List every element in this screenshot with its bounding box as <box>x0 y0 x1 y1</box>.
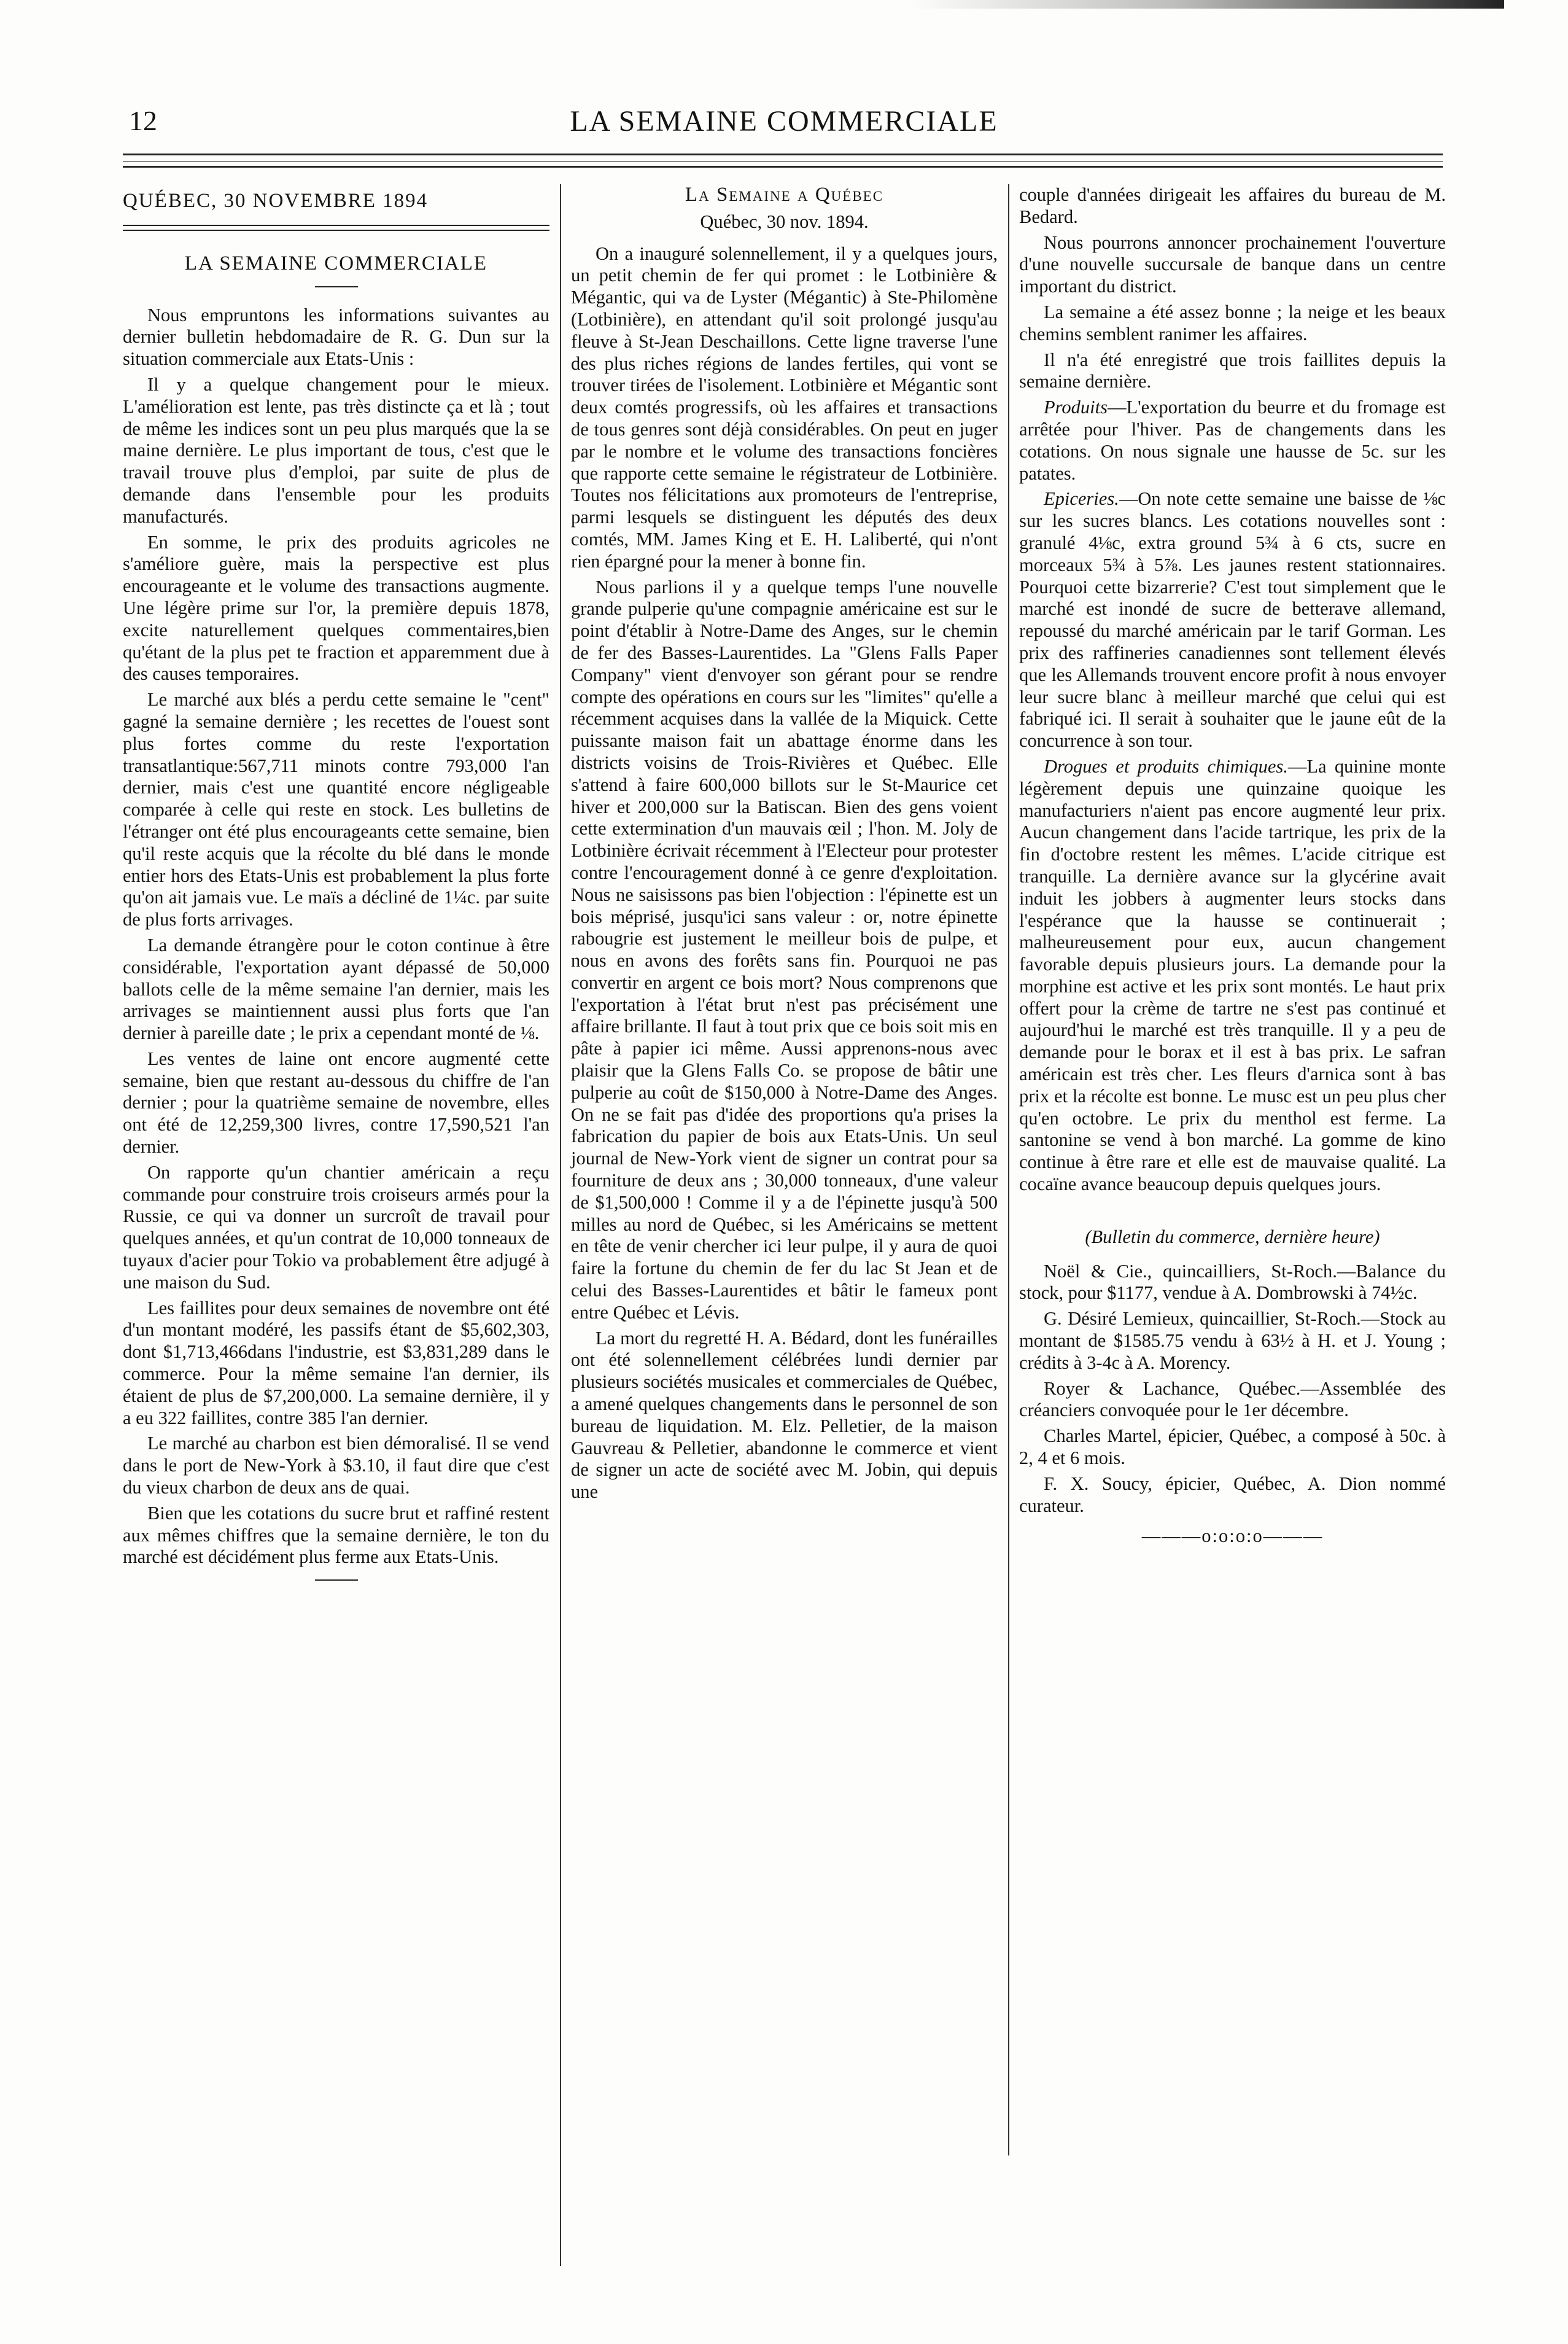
column-divider <box>560 184 561 2266</box>
paragraph: Il y a quelque changement pour le mieux. L'amélioration est lente, pas très distincte ça et là ; tout de même les indices sont un peu plus marqués que la se maine dernière. Le plus important de tous, c'est que le travail trouve plus d'emploi, par suite de plus de demande dans l'ensemble pour les produits manufacturés. <box>123 373 549 527</box>
bulletin-item: G. Désiré Lemieux, quincaillier, St-Roch.—Stock au montant de $1585.75 vendu à 63½ à H. et J. Young ; crédits à 3-4c à A. Morency. <box>1019 1308 1446 1373</box>
double-rule <box>123 225 549 231</box>
paragraph: En somme, le prix des produits agricoles ne s'améliore guère, mais la perspective est plus encourageante et le volume des transactions augmente. Une légère prime sur l'or, la première depuis 1878, excite naturellement quelques commentaires,bien qu'étant de la plus pet te fraction et apparemment due à des causes temporaires. <box>123 531 549 685</box>
bulletin-item: Noël & Cie., quincailliers, St-Roch.—Balance du stock, pour $1177, vendue à A. Dombrowski à 74½c. <box>1019 1260 1446 1304</box>
paragraph-text: —La quinine monte légèrement depuis une quinzaine quoique les manufacturiers n'aient pas encore augmenté leur prix. Aucun changement dans l'acide tartrique, les prix de la fin d'octobre restent les mêmes. L'acide citrique est tranquille. La dernière avance sur la glycérine avait induit les jobbers à augmenter leurs stocks dans l'espérance que la hausse se continuerait ; malheureusement pour eux, aucun changement favorable depuis plusieurs jours. La demande pour la morphine est active et les prix sont montés. Le haut prix offert pour la crème de tartre ne s'est pas continué et aujourd'hui le marché est très tranquille. Il y a peu de demande pour le borax et il est à bas prix. Le safran américain est très cher. Les fleurs d'arnica sont à bas prix et la récolte est bonne. Le musc est un peu plus cher qu'en octobre. Le prix du menthol est ferme. La santonine se vend à bon marché. La gomme de kino continue à être rare et elle est de mauvaise qualité. La cocaïne avance beaucoup depuis quelques jours. <box>1019 755 1446 1195</box>
end-ornament: ———o:o:o:o——— <box>1141 1525 1324 1547</box>
paragraph: La demande étrangère pour le coton continue à être considérable, l'exportation ayant dépassé de 50,000 ballots celle de la même semaine l'an dernier, mais les arrivages se maintiennent aussi plus forts que l'an dernier à pareille date ; le prix a cependant monté de ⅛. <box>123 934 549 1044</box>
paragraph: Les ventes de laine ont encore augmenté cette semaine, bien que restant au-dessous du chiffre de l'an dernier ; pour la quatrième semaine de novembre, elles ont été de 12,259,300 livres, contre 17,590,521 l'an dernier. <box>123 1048 549 1158</box>
bulletin-item: F. X. Soucy, épicier, Québec, A. Dion nommé curateur. <box>1019 1473 1446 1516</box>
paragraph: Les faillites pour deux semaines de novembre ont été d'un montant modéré, les passifs étant de $5,602,303, dont $1,713,466dans l'industrie, est $3,831,289 dans le commerce. Pour la même semaine l'an dernier, ils étaient de plus de $7,200,000. La semaine dernière, il y a eu 322 faillites, contre 385 l'an dernier. <box>123 1297 549 1428</box>
market-paragraph-drogues <box>1019 756 1446 1196</box>
section-title: La Semaine a Québec <box>685 184 884 206</box>
column-1 <box>123 184 549 1598</box>
end-rule <box>315 1579 358 1581</box>
paragraph: On a inauguré solennellement, il y a quelques jours, un petit chemin de fer qui promet : le Lotbinière & Mégantic, qui va de Lyster (Mégantic) à Ste-Philomène (Lotbinière), en attendant qu'il soit prolongé jusqu'au fleuve à St-Jean Deschaillons. Cette ligne traverse l'une des plus riches régions de landes fertiles, qui vont se trouver tirées de l'isolement. Lotbinière et Mégantic sont deux comtés progressifs, où les affaires et transactions de tous genres sont déjà considérables. On peut en juger par le nombre et le volume des transactions foncières que rapporte cette semaine le régistrateur de Lotbinière. Toutes nos félicitations aux promoteurs de l'entreprise, parmi lesquels se distinguent les députés des deux comtés, MM. James King et E. H. Laliberté, qui n'ont rien épargné pour la mener à bonne fin. <box>571 243 998 572</box>
paragraph-lead: Drogues et produits chimiques. <box>1044 755 1288 777</box>
paragraph: On rapporte qu'un chantier américain a reçu commande pour construire trois croiseurs armés pour la Russie, ce qui va donner un surcroît de travail pour quelques années, et qu'un contrat de 10,000 tonneaux de tuyaux d'acier pour Tokio va probablement être adjugé à une maison du Sud. <box>123 1161 549 1293</box>
paragraph: La mort du regretté H. A. Bédard, dont les funérailles ont été solennellement célébrées lundi dernier par plusieurs sociétés musicales et commerciales de Québec, a amené quelques changements dans le personnel de son bureau de liquidation. M. Elz. Pelletier, de la maison Gauvreau & Pelletier, abandonne le commerce et vient de signer un acte de société avec M. Jobin, qui depuis une <box>571 1327 998 1503</box>
section-title: LA SEMAINE COMMERCIALE <box>184 252 488 275</box>
masthead: LA SEMAINE COMMERCIALE <box>570 105 998 138</box>
paragraph: couple d'années dirigeait les affaires du bureau de M. Bedard. <box>1019 184 1446 227</box>
paragraph-lead: Produits <box>1044 397 1108 418</box>
paragraph: Bien que les cotations du sucre brut et raffiné restent aux mêmes chiffres que la semaine dernière, le ton du marché est décidément plus ferme aux Etats-Unis. <box>123 1502 549 1568</box>
paragraph: Nous empruntons les informations suivantes au dernier bulletin hebdomadaire de R. G. Dun sur la situation commerciale aux Etats-Unis : <box>123 304 549 370</box>
market-paragraph-epiceries <box>1019 488 1446 752</box>
paragraph-lead: Epiceries. <box>1044 488 1119 510</box>
column-3 <box>1019 184 1446 1548</box>
paragraph: Nous parlions il y a quelque temps l'une nouvelle grande pulperie qu'une compagnie américaine est sur le point d'établir à Notre-Dame des Anges, sur le chemin de fer des Basses-Laurentides. La "Glens Falls Paper Company" vient d'envoyer son gérant pour se rendre compte des opérations en cours sur les "limites" qu'elle a récemment acquises dans la vallée de la Miquick. Cette puissante maison fait un abattage énorme dans les districts voisins de Trois-Rivières et Québec. Elle s'attend à faire 600,000 billots sur le St-Maurice cet hiver et 200,000 sur la Batiscan. Bien des gens voient cette extermination d'un mauvais œil ; l'hon. M. Joly de Lotbinière écrivait récemment à l'Electeur pour protester contre l'encouragement donné à ce genre d'exploitation. Nous ne saisissons pas bien l'objection : l'épinette est un bois méprisé, jusqu'ici sans valeur : or, notre épinette rabougrie est justement le meilleur bois de pulpe, et nous en avons des forêts sans fin. Pourquoi ne pas convertir en argent ce bois mort? Nous comprenons que l'exportation à l'état brut n'est pas précisément une affaire brillante. Il faut à tout prix que ce bois soit mis en pâte à papier ici même. Aussi apprenons-nous avec plaisir que la Glens Falls Co. se propose de bâtir une pulperie au coût de $150,000 à Notre-Dame des Anges. On ne se fait pas d'idée des proportions qu'a prises la fabrication du papier de bois aux Etats-Unis. Un seul journal de New-York vient de signer un contrat pour sa fourniture de deux ans ; 30,000 tonneaux, d'une valeur de $1,500,000 ! Comme il y a de l'épinette jusqu'à 500 milles au nord de Québec, si les Américains se mettent en tête de venir chercher ici leur pulpe, il y aura de quoi faire la fortune du chemin de fer du lac St Jean et de celui des Basses-Laurentides et bâtir le fameux pont entre Québec et Lévis. <box>571 576 998 1323</box>
bulletin-item: Charles Martel, épicier, Québec, a composé à 50c. à 2, 4 et 6 mois. <box>1019 1425 1446 1469</box>
bulletin-heading: (Bulletin du commerce, dernière heure) <box>1085 1226 1380 1247</box>
market-paragraph-produits <box>1019 397 1446 485</box>
column-2 <box>571 184 998 1507</box>
dateline: Québec, 30 nov. 1894. <box>700 211 869 232</box>
dateline: QUÉBEC, 30 NOVEMBRE 1894 <box>123 190 429 212</box>
header-rule <box>123 154 1443 155</box>
header-rule <box>123 166 1443 168</box>
header-rule <box>123 161 1443 162</box>
paragraph: La semaine a été assez bonne ; la neige et les beaux chemins semblent ranimer les affaires. <box>1019 301 1446 345</box>
scan-edge-artifact <box>909 0 1504 9</box>
column-divider <box>1008 184 1009 2155</box>
paragraph: Le marché aux blés a perdu cette semaine le "cent" gagné la semaine dernière ; les recettes de l'ouest sont plus fortes comme du reste l'exportation transatlantique:567,711 minots contre 793,000 l'an dernier, mais c'est une quantité encore négligeable comparée à celle qui reste en stock. Les bulletins de l'étranger ont été plus encourageants cette semaine, bien qu'il reste acquis que la récolte du blé dans le monde entier hors des Etats-Unis est probablement la plus forte qu'on ait jamais vue. Le maïs a décliné de 1¼c. par suite de plus forts arrivages. <box>123 689 549 930</box>
paragraph: Nous pourrons annoncer prochainement l'ouverture d'une nouvelle succursale de banque dans un centre important du district. <box>1019 232 1446 297</box>
short-rule <box>315 286 358 287</box>
paragraph: Le marché au charbon est bien démoralisé. Il se vend dans le port de New-York à $3.10, il faut dire que c'est du vieux charbon de deux ans de quai. <box>123 1433 549 1498</box>
paragraph-text: —L'exportation du beurre et du fromage est arrêtée pour l'hiver. Pas de changements dans les cotations. On nous signale une hausse de 5c. sur les patates. <box>1019 397 1446 484</box>
paragraph: Il n'a été enregistré que trois faillites depuis la semaine dernière. <box>1019 349 1446 392</box>
bulletin-item: Royer & Lachance, Québec.—Assemblée des créanciers convoquée pour le 1er décembre. <box>1019 1377 1446 1421</box>
page-number: 12 <box>129 105 157 136</box>
paragraph-text: —On note cette semaine une baisse de ⅛c sur les sucres blancs. Les cotations nouvelles sont : granulé 4⅛c, extra ground 5¾ à 6 cts, sucre en morceaux 5¾ à 5⅞. Les jaunes restent stationnaires. Pourquoi cette bizarrerie? C'est tout simplement que le marché est inondé de sucre de betterave allemand, repoussé du marché américain par le tarif Gorman. Les prix des raffineries canadiennes sont tellement élevés que les Allemands trouvent encore profit à nous envoyer leur sucre blanc à meilleur marché que celui qui est fabriqué ici. Il serait à souhaiter que le jaune eût de la concurrence à son tour. <box>1019 488 1446 752</box>
